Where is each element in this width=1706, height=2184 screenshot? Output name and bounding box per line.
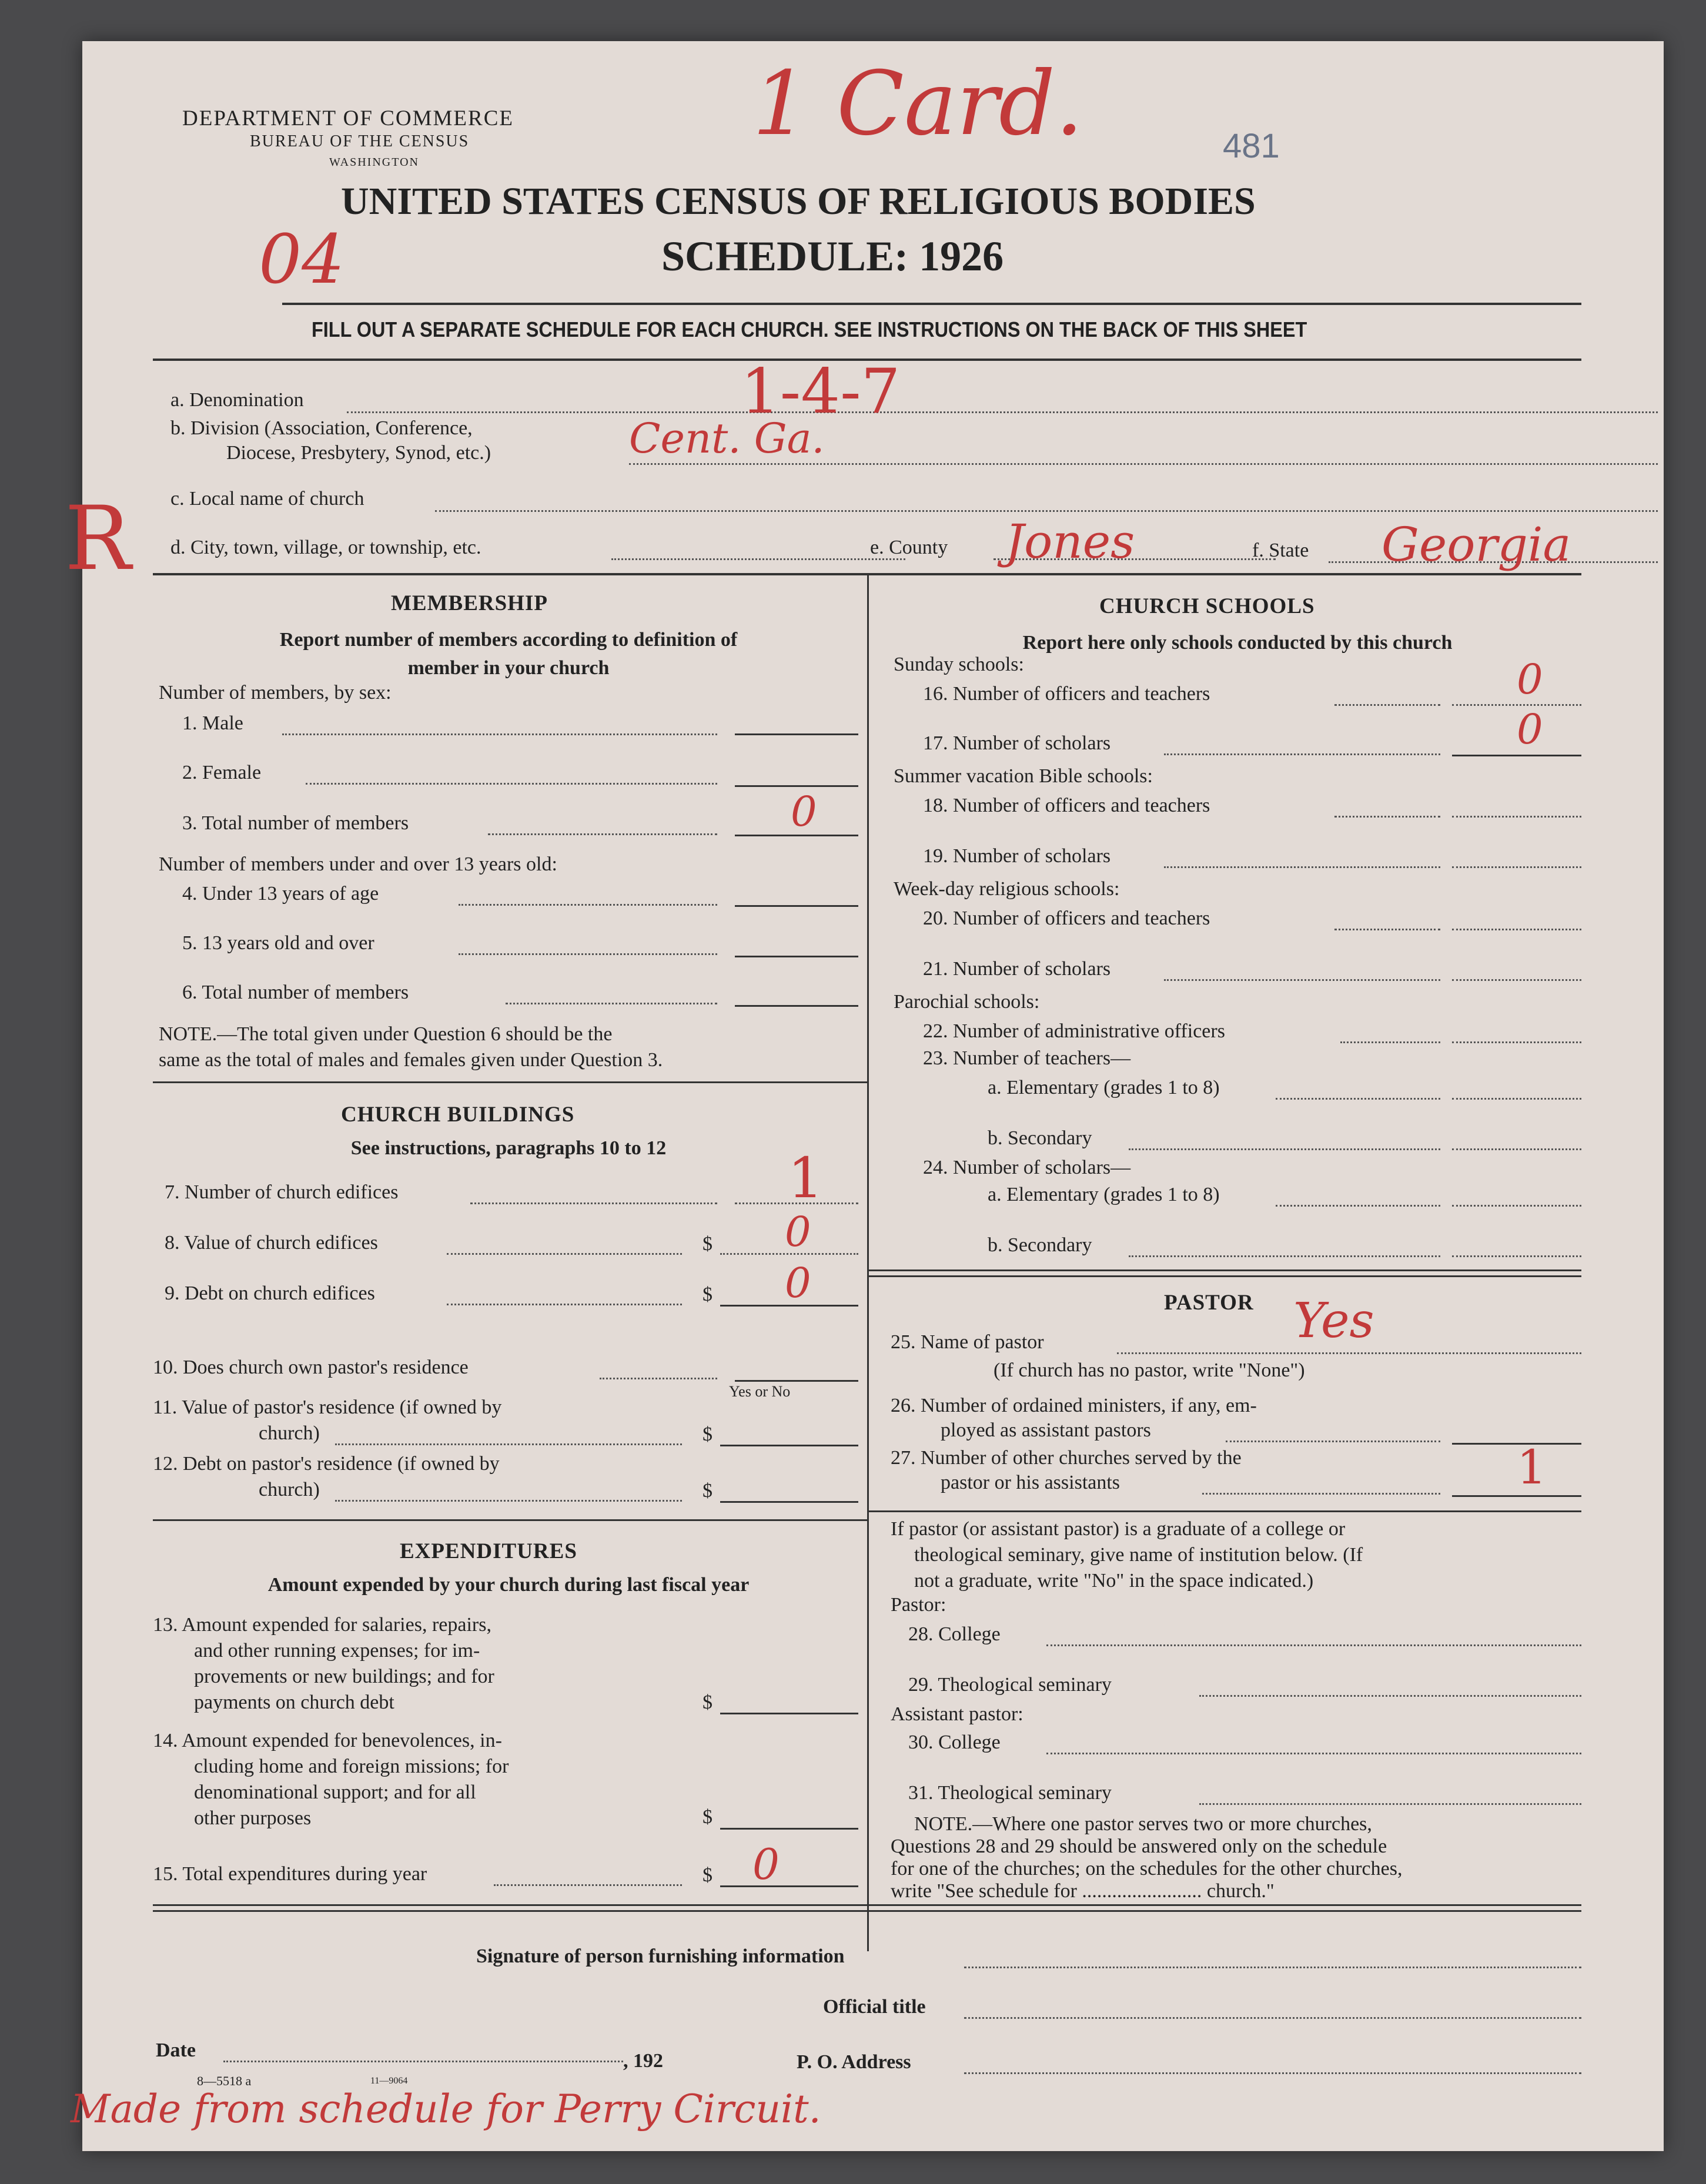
q18-label: 18. Number of officers and teachers	[923, 795, 1210, 816]
rule	[867, 1275, 1581, 1277]
q4-under-13: 4. Under 13 years of age	[182, 883, 379, 905]
q4-dots	[459, 904, 717, 906]
q26-label: 26. Number of ordained ministers, if any, em-	[891, 1395, 1257, 1416]
local-name-field[interactable]	[435, 510, 1658, 512]
q6-total: 6. Total number of members	[182, 982, 409, 1003]
q24b-label: b. Secondary	[988, 1234, 1092, 1256]
q8-dollar: $	[703, 1233, 712, 1255]
q19-label: 19. Number of scholars	[923, 845, 1111, 867]
q28-field[interactable]	[1046, 1644, 1581, 1646]
division-label-cont: Diocese, Presbytery, Synod, etc.)	[226, 442, 491, 464]
city-label: d. City, town, village, or township, etc.	[170, 537, 481, 558]
buildings-subheading: See instructions, paragraphs 10 to 12	[350, 1137, 667, 1159]
q15-dollar: $	[703, 1864, 712, 1886]
q15-dots	[494, 1884, 682, 1886]
q18-dots	[1334, 816, 1440, 818]
q23a-label: a. Elementary (grades 1 to 8)	[988, 1077, 1220, 1098]
q9-value: 0	[785, 1259, 811, 1307]
q1-male-dots	[282, 733, 717, 735]
q18-field[interactable]	[1452, 816, 1581, 818]
schools-subheading: Report here only schools conducted by this church	[1022, 632, 1453, 654]
q27-label-cont: pastor or his assistants	[941, 1472, 1120, 1493]
date-label: Date	[156, 2039, 196, 2061]
q21-label: 21. Number of scholars	[923, 958, 1111, 980]
city-field[interactable]	[611, 558, 905, 560]
q2-female-field[interactable]	[735, 785, 858, 787]
q11-label-cont: church)	[259, 1422, 320, 1444]
q26-dots	[1226, 1441, 1440, 1442]
city-label: WASHINGTON	[329, 156, 419, 169]
q27-label: 27. Number of other churches served by the	[891, 1447, 1242, 1469]
rule	[153, 1081, 867, 1083]
q6-dots	[506, 1003, 717, 1004]
q2-female-dots	[306, 783, 717, 785]
q8-dots	[447, 1253, 682, 1255]
q19-dots	[1164, 866, 1440, 868]
rule	[153, 1519, 867, 1521]
q25-field[interactable]	[1117, 1352, 1581, 1354]
weekday-schools-label: Week-day religious schools:	[894, 878, 1120, 900]
pastor-label: Pastor:	[891, 1594, 946, 1616]
q3-total-value: 0	[791, 788, 817, 836]
pastor-note: NOTE.—Where one pastor serves two or more churches, Questions 28 and 29 should be answered only on the schedule for one of the churches; on the schedules for the other churches, write "See schedule for ........................ church."	[891, 1813, 1403, 1902]
q1-male: 1. Male	[182, 712, 243, 734]
q14-label: 14. Amount expended for benevolences, in- cluding home and foreign missions; for denominational support; and for all other purposes	[153, 1730, 509, 1829]
q11-dots	[335, 1443, 682, 1445]
q5-dots	[459, 953, 717, 955]
q15-total: 15. Total expenditures during year	[153, 1863, 427, 1885]
q1-male-field[interactable]	[735, 733, 858, 735]
summer-schools-label: Summer vacation Bible schools:	[894, 765, 1153, 787]
division-field[interactable]	[629, 463, 1658, 465]
q7-dots	[470, 1202, 717, 1204]
q29-label: 29. Theological seminary	[908, 1674, 1112, 1696]
official-title-field[interactable]	[964, 2017, 1581, 2019]
buildings-heading: CHURCH BUILDINGS	[341, 1103, 575, 1127]
q23b-dots	[1129, 1148, 1440, 1150]
q12-dots	[335, 1500, 682, 1502]
department-label: DEPARTMENT OF COMMERCE	[182, 106, 514, 130]
q31-field[interactable]	[1199, 1803, 1581, 1805]
q24b-dots	[1129, 1255, 1440, 1257]
schedule-year: SCHEDULE: 1926	[661, 233, 1004, 280]
state-value: Georgia	[1381, 517, 1571, 572]
q24a-dots	[1276, 1205, 1440, 1207]
denomination-value: 1-4-7	[741, 356, 901, 427]
state-label: f. State	[1252, 540, 1309, 561]
q11-dollar: $	[703, 1423, 712, 1445]
division-label: b. Division (Association, Conference,	[170, 417, 473, 439]
q13-label: 13. Amount expended for salaries, repairs, and other running expenses; for im- provements or new buildings; and for payments on church debt	[153, 1614, 494, 1713]
schools-heading: CHURCH SCHOOLS	[1099, 594, 1315, 618]
county-label: e. County	[870, 537, 948, 558]
denomination-label: a. Denomination	[170, 389, 304, 411]
q27-field[interactable]	[1452, 1495, 1581, 1497]
q3-total-dots	[488, 833, 717, 835]
rule	[867, 1510, 1581, 1512]
division-value: Cent. Ga.	[629, 414, 825, 463]
q29-field[interactable]	[1199, 1695, 1581, 1697]
under-over-label: Number of members under and over 13 years old:	[159, 853, 557, 875]
handwritten-card-count: 1 Card.	[752, 53, 1083, 155]
q24-label: 24. Number of scholars—	[923, 1157, 1131, 1178]
q23-label: 23. Number of teachers—	[923, 1047, 1131, 1069]
q3-total: 3. Total number of members	[182, 812, 409, 834]
membership-subheading: Report number of members according to definition of member in your church	[279, 629, 738, 679]
denomination-field[interactable]	[347, 411, 1658, 413]
membership-note: NOTE.—The total given under Question 6 should be the same as the total of males and females given under Question 3.	[159, 1023, 663, 1071]
q16-value: 0	[1517, 655, 1543, 704]
q19-field[interactable]	[1452, 866, 1581, 868]
graduate-instructions: If pastor (or assistant pastor) is a graduate of a college or theological seminary, give name of institution below. (If not a graduate, write "No" in the space indicated.)	[891, 1518, 1363, 1592]
q15-field[interactable]	[720, 1885, 858, 1887]
q20-label: 20. Number of officers and teachers	[923, 907, 1210, 929]
rule	[153, 1910, 1581, 1912]
q10-owns-residence: 10. Does church own pastor's residence	[153, 1356, 469, 1378]
q27-dots	[1202, 1493, 1440, 1495]
form-number: 8—5518 a	[197, 2074, 252, 2088]
column-divider	[867, 573, 869, 1951]
serial-number: 481	[1223, 127, 1280, 165]
q27-value: 1	[1517, 1440, 1547, 1495]
date-field[interactable]	[223, 2061, 623, 2062]
q2-female: 2. Female	[182, 762, 262, 783]
q7-edifices: 7. Number of church edifices	[165, 1181, 399, 1203]
county-value: Jones	[1005, 514, 1135, 569]
q8-edifice-value: 8. Value of church edifices	[165, 1232, 378, 1254]
pastor-heading: PASTOR	[1164, 1291, 1254, 1315]
q25-label: 25. Name of pastor	[891, 1331, 1044, 1353]
yes-no-hint: Yes or No	[729, 1383, 791, 1400]
q9-dots	[447, 1304, 682, 1305]
local-name-label: c. Local name of church	[170, 488, 364, 510]
q16-dots	[1334, 704, 1440, 706]
q22-label: 22. Number of administrative officers	[923, 1020, 1225, 1042]
q23a-dots	[1276, 1098, 1440, 1100]
q23a-field[interactable]	[1452, 1098, 1581, 1100]
q21-field[interactable]	[1452, 979, 1581, 981]
q8-value: 0	[785, 1208, 811, 1256]
q17-dots	[1164, 753, 1440, 755]
q24b-field[interactable]	[1452, 1255, 1581, 1257]
q25-value: Yes	[1293, 1293, 1374, 1349]
signature-label: Signature of person furnishing information	[476, 1945, 845, 1967]
members-by-sex: Number of members, by sex:	[159, 682, 392, 704]
assistant-pastor-label: Assistant pastor:	[891, 1703, 1023, 1725]
print-number: 11—9064	[370, 2076, 408, 2086]
q11-field[interactable]	[720, 1445, 858, 1446]
instruction-bar: FILL OUT A SEPARATE SCHEDULE FOR EACH CHURCH. SEE INSTRUCTIONS ON THE BACK OF THIS SHEET	[312, 317, 1307, 341]
q22-field[interactable]	[1452, 1041, 1581, 1043]
q11-label: 11. Value of pastor's residence (if owned by	[153, 1396, 502, 1418]
q13-field[interactable]	[720, 1713, 858, 1714]
q17-value: 0	[1517, 705, 1543, 753]
date-year: , 192	[623, 2050, 663, 2072]
q10-field[interactable]	[735, 1380, 858, 1382]
q14-field[interactable]	[720, 1828, 858, 1830]
q17-field[interactable]	[1452, 755, 1581, 756]
rule	[153, 1904, 1581, 1906]
q7-value: 1	[788, 1146, 824, 1211]
q10-dots	[600, 1378, 717, 1379]
q24a-label: a. Elementary (grades 1 to 8)	[988, 1184, 1220, 1205]
q6-field[interactable]	[735, 1005, 858, 1007]
q9-edifice-debt: 9. Debt on church edifices	[165, 1282, 375, 1304]
q12-field[interactable]	[720, 1501, 858, 1503]
rule	[867, 1269, 1581, 1271]
census-schedule-sheet	[65, 41, 1664, 2151]
q12-dollar: $	[703, 1480, 712, 1502]
membership-heading: MEMBERSHIP	[391, 591, 548, 615]
rule	[282, 303, 1581, 305]
expenditures-heading: EXPENDITURES	[400, 1539, 577, 1563]
q13-dollar: $	[703, 1691, 712, 1713]
q4-field[interactable]	[735, 905, 858, 907]
q5-13-and-over: 5. 13 years old and over	[182, 932, 374, 954]
expenditures-subheading: Amount expended by your church during last fiscal year	[267, 1574, 750, 1596]
q12-label: 12. Debt on pastor's residence (if owned by	[153, 1453, 500, 1475]
handwritten-code: 04	[259, 220, 345, 299]
q9-dollar: $	[703, 1284, 712, 1305]
q20-field[interactable]	[1452, 929, 1581, 930]
q22-dots	[1340, 1041, 1440, 1043]
q25-note: (If church has no pastor, write "None")	[994, 1359, 1305, 1381]
q30-field[interactable]	[1046, 1753, 1581, 1754]
q28-label: 28. College	[908, 1623, 1001, 1645]
q21-dots	[1164, 979, 1440, 981]
q17-label: 17. Number of scholars	[923, 732, 1111, 754]
signature-field[interactable]	[964, 1967, 1581, 1968]
q15-value: 0	[752, 1840, 780, 1889]
handwritten-footer-note: Made from schedule for Perry Circuit.	[71, 2086, 821, 2132]
q26-label-cont: ployed as assistant pastors	[941, 1419, 1151, 1441]
q31-label: 31. Theological seminary	[908, 1782, 1112, 1804]
official-title-label: Official title	[823, 1996, 926, 2018]
q24a-field[interactable]	[1452, 1205, 1581, 1207]
q14-dollar: $	[703, 1806, 712, 1828]
sunday-schools-label: Sunday schools:	[894, 654, 1024, 675]
q23b-label: b. Secondary	[988, 1127, 1092, 1149]
bureau-label: BUREAU OF THE CENSUS	[250, 132, 470, 150]
form-title: UNITED STATES CENSUS OF RELIGIOUS BODIES	[341, 180, 1256, 223]
parochial-schools-label: Parochial schools:	[894, 991, 1040, 1013]
q5-field[interactable]	[735, 956, 858, 957]
q12-label-cont: church)	[259, 1479, 320, 1500]
address-label: P. O. Address	[797, 2051, 911, 2073]
q16-label: 16. Number of officers and teachers	[923, 683, 1210, 705]
q23b-field[interactable]	[1452, 1148, 1581, 1150]
handwritten-mark: R	[65, 488, 131, 590]
q20-dots	[1334, 929, 1440, 930]
address-field[interactable]	[964, 2072, 1581, 2074]
q30-label: 30. College	[908, 1731, 1001, 1753]
